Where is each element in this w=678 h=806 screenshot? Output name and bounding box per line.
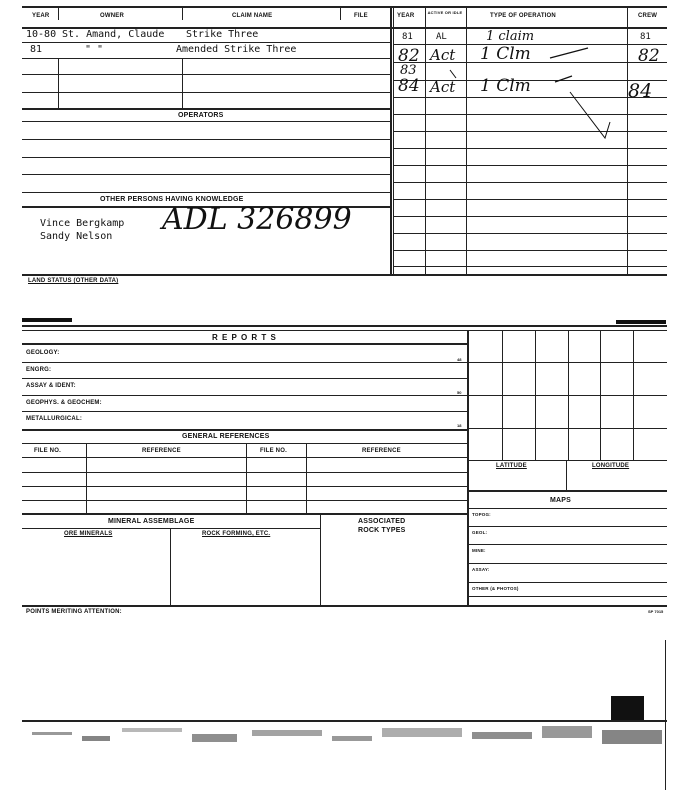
header-type-of-operation: TYPE OF OPERATION — [490, 13, 556, 19]
gr-reference: REFERENCE — [142, 448, 181, 454]
operators-label: OPERATORS — [178, 112, 224, 119]
handwritten-strokes — [390, 30, 670, 150]
header-active-or-idle: ACTIVE OR IDLE — [427, 10, 463, 15]
op-row-1-type: 1 claim — [486, 29, 535, 44]
latitude-label: LATITUDE — [496, 463, 527, 469]
op-row-4-year: 84 — [398, 76, 420, 96]
header-year: YEAR — [32, 13, 50, 19]
ore-minerals-label: ORE MINERALS — [64, 531, 113, 537]
longitude-label: LONGITUDE — [592, 463, 630, 469]
maps-title: MAPS — [550, 497, 572, 504]
maps-assay: ASSAY: — [472, 567, 490, 572]
report-assay: ASSAY & IDENT: — [26, 383, 76, 389]
report-engrg: ENGRG: — [26, 367, 52, 373]
points-meriting-attention: POINTS MERITING ATTENTION: — [26, 609, 122, 615]
reports-title: R E P O R T S — [212, 333, 277, 342]
report-metallurgical-num: 18 — [457, 423, 462, 428]
report-metallurgical: METALLURGICAL: — [26, 416, 83, 422]
report-assay-num: 50 — [457, 390, 462, 395]
rock-forming-label: ROCK FORMING, ETC. — [202, 531, 271, 537]
op-row-2-status: Act — [430, 46, 456, 64]
claim-row-1-year: 10-80 — [26, 29, 57, 40]
claim-row-2-year: 81 — [30, 44, 43, 55]
op-row-2-crew: 82 — [638, 46, 660, 66]
associated-label: ASSOCIATED — [358, 518, 406, 525]
person-2: Sandy Nelson — [40, 231, 113, 242]
report-geology: GEOLOGY: — [26, 350, 60, 356]
maps-other: OTHER (& PHOTOS) — [472, 586, 519, 591]
op-row-4-crew: 84 — [628, 80, 653, 102]
header-year2: YEAR — [397, 13, 415, 19]
handwritten-adl-number: ADL 326899 — [162, 202, 352, 237]
page-code: SP 7015 — [648, 609, 664, 614]
op-row-3-year: 83 — [400, 63, 417, 78]
report-geology-num: 48 — [457, 357, 462, 362]
op-row-1-crew: 81 — [640, 32, 651, 42]
mineral-assemblage-title: MINERAL ASSEMBLAGE — [108, 518, 195, 525]
gr-file-no2: FILE NO. — [260, 448, 287, 454]
header-crew: CREW — [638, 13, 658, 19]
op-row-2-type: 1 Clm — [480, 44, 531, 64]
op-row-1-status: AL — [436, 32, 447, 42]
op-row-4-status: Act — [430, 78, 456, 96]
gr-reference2: REFERENCE — [362, 448, 401, 454]
claim-row-1-claim: Strike Three — [186, 29, 259, 40]
claim-row-2-claim: Amended Strike Three — [176, 44, 297, 55]
report-geophys: GEOPHYS. & GEOCHEM: — [26, 400, 102, 406]
claim-row-1-owner: St. Amand, Claude — [62, 29, 165, 40]
gr-file-no: FILE NO. — [34, 448, 61, 454]
maps-mine: MINE: — [472, 548, 486, 553]
header-claim-name: CLAIM NAME — [232, 13, 273, 19]
op-row-4-type: 1 Clm — [480, 76, 531, 96]
rock-types-label: ROCK TYPES — [358, 527, 406, 534]
header-owner: OWNER — [100, 13, 124, 19]
other-persons-label: OTHER PERSONS HAVING KNOWLEDGE — [100, 196, 244, 203]
maps-topog: TOPOG: — [472, 512, 491, 517]
land-status-label: LAND STATUS (OTHER DATA) — [28, 278, 119, 284]
scan-noise-band — [22, 718, 667, 763]
op-row-1-year: 81 — [402, 32, 413, 42]
header-file: FILE — [354, 13, 368, 19]
op-row-2-year: 82 — [398, 46, 420, 66]
general-references-title: GENERAL REFERENCES — [182, 433, 270, 440]
person-1: Vince Bergkamp — [40, 218, 125, 229]
claim-row-2-owner: " " — [85, 44, 104, 55]
maps-geol: GEOL: — [472, 530, 488, 535]
